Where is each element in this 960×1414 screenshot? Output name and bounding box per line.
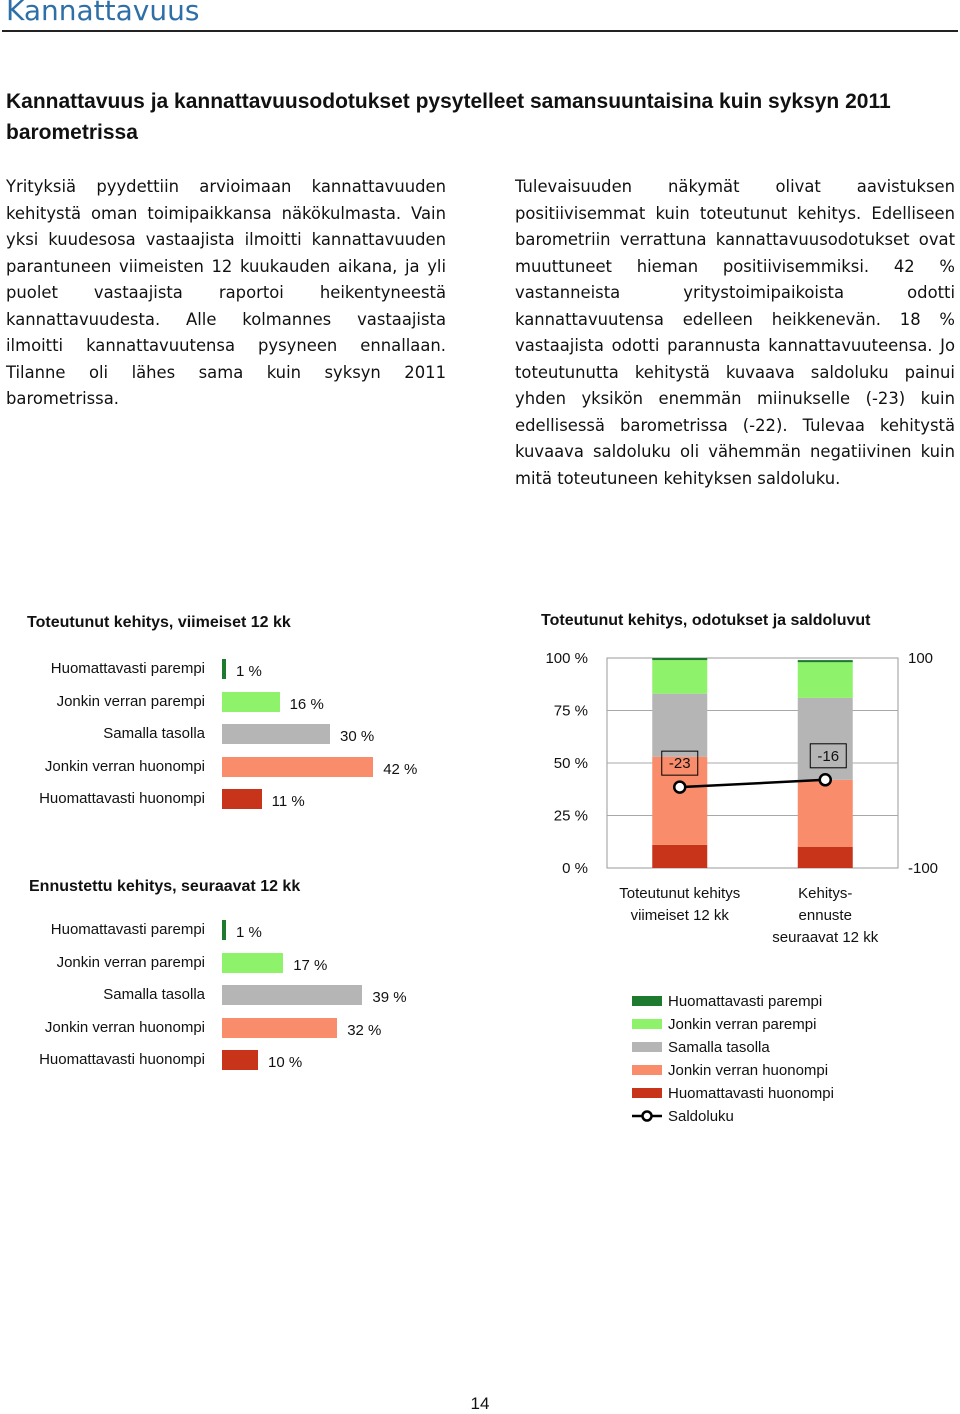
bar-value-label: 39 % [372, 989, 407, 1006]
x-category-label: Kehitys- [798, 885, 853, 902]
legend-item-jonkin-verran-parempi [632, 1013, 834, 1036]
bar-label-jonkin-verran-parempi: Jonkin verran parempi [56, 953, 205, 971]
stacked-segment-jonkin-verran-parempi [798, 662, 853, 698]
bar-label-huomattavasti-parempi: Huomattavasti parempi [50, 660, 205, 677]
y-tick-label: 100 % [545, 650, 588, 667]
legend-label: Jonkin verran parempi [668, 1016, 817, 1033]
bar-value-label: 16 % [289, 695, 324, 713]
chart-legend [632, 990, 834, 1128]
stacked-segment-huomattavasti-parempi [652, 658, 707, 660]
bar-label-huomattavasti-huonompi: Huomattavasti huonompi [39, 1051, 205, 1068]
x-category-label: Toteutunut kehitys [619, 885, 741, 902]
legend-swatch [632, 1019, 662, 1029]
y-tick-label: 50 % [553, 755, 588, 772]
x-category-label: viimeiset 12 kk [630, 907, 729, 924]
x-category-label: ennuste [798, 907, 852, 924]
stacked-segment-huomattavasti-huonompi [798, 847, 853, 868]
bar-label-samalla-tasolla: Samalla tasolla [103, 986, 205, 1003]
bar-label-samalla-tasolla: Samalla tasolla [103, 725, 205, 742]
stacked-segment-jonkin-verran-huonompi [798, 780, 853, 847]
legend-item-huomattavasti-parempi [632, 990, 834, 1013]
bar-value-label: 11 % [271, 793, 305, 810]
bar-label-jonkin-verran-parempi: Jonkin verran parempi [56, 692, 205, 710]
title-rule [2, 30, 958, 32]
saldoluku-data-label: -23 [668, 755, 691, 773]
stacked-segment-huomattavasti-huonompi [652, 845, 707, 868]
bar-huomattavasti-huonompi [222, 1050, 258, 1070]
legend-swatch [632, 1065, 662, 1075]
chart-title-forecast: Ennustettu kehitys, seuraavat 12 kk [29, 878, 301, 895]
y-tick-label: 75 % [553, 702, 588, 720]
legend-label: Huomattavasti parempi [668, 993, 823, 1010]
bar-value-label: 17 % [293, 956, 328, 974]
y-tick-label: 0 % [562, 860, 588, 877]
legend-item-samalla-tasolla [632, 1036, 834, 1059]
bar-value-label: 30 % [340, 728, 375, 745]
chart-title-stacked: Toteutunut kehitys, odotukset ja saldoluvut [541, 612, 871, 629]
y-tick-label: 25 % [553, 807, 588, 825]
saldoluku-point [820, 774, 831, 785]
bar-jonkin-verran-huonompi [222, 1018, 337, 1038]
page-number: 14 [470, 1394, 490, 1413]
legend-line-swatch [632, 1110, 662, 1122]
page-headline: Kannattavuus ja kannattavuusodotukset pysytelleet samansuuntaisina kuin syksyn 2011 barometrissa [6, 90, 891, 144]
bar-label-jonkin-verran-huonompi: Jonkin verran huonompi [44, 1018, 205, 1036]
bar-jonkin-verran-parempi [222, 953, 283, 973]
y2-tick-label: 100 [908, 650, 934, 667]
bar-huomattavasti-parempi [222, 659, 226, 679]
legend-swatch [632, 996, 662, 1006]
bar-jonkin-verran-huonompi [222, 757, 373, 777]
bar-label-huomattavasti-huonompi: Huomattavasti huonompi [39, 790, 205, 807]
y2-tick-label: -100 [908, 860, 939, 877]
bar-value-label: 1 % [236, 924, 262, 941]
legend-swatch [632, 1088, 662, 1098]
legend-swatch [632, 1042, 662, 1052]
bar-huomattavasti-parempi [222, 920, 226, 940]
stacked-segment-jonkin-verran-parempi [652, 660, 707, 694]
bar-label-huomattavasti-parempi: Huomattavasti parempi [50, 921, 205, 938]
section-title: Kannattavuus [6, 0, 200, 27]
bar-samalla-tasolla [222, 985, 362, 1005]
bar-value-label: 32 % [347, 1021, 382, 1039]
chart-title-actual: Toteutunut kehitys, viimeiset 12 kk [27, 614, 291, 631]
stacked-balance-chart [530, 640, 960, 960]
legend-item-huomattavasti-huonompi [632, 1082, 834, 1105]
bar-value-label: 42 % [383, 760, 418, 778]
legend-label: Jonkin verran huonompi [668, 1062, 829, 1079]
stacked-segment-huomattavasti-parempi [798, 660, 853, 662]
left-paragraph: Yrityksiä pyydettiin arvioimaan kannattavuuden kehitystä oman toimipaikkansa näkökulmasta. Vain yksi kuudesosa vastaajista ilmoitti kannattavuuden parantuneen viimeisten 12 kuukauden aikana, ja yli puolet vastaajista raportoi heikentyneestä kannattavuudesta. Alle kolmannes vastaajista ilmoitti kannattavuutensa pysyneen ennallaan. Tilanne oli lähes sama kuin syksyn 2011 barometrissa. [6, 177, 446, 408]
bar-label-jonkin-verran-huonompi: Jonkin verran huonompi [44, 757, 205, 775]
x-category-label: seuraavat 12 kk [772, 929, 879, 946]
legend-label: Samalla tasolla [668, 1039, 770, 1056]
legend-item-saldoluku [632, 1105, 834, 1128]
bar-jonkin-verran-parempi [222, 692, 280, 712]
saldoluku-data-label: -16 [817, 747, 840, 765]
bar-samalla-tasolla [222, 724, 330, 744]
legend-item-jonkin-verran-huonompi [632, 1059, 834, 1082]
saldoluku-point [674, 782, 685, 793]
legend-label: Saldoluku [668, 1108, 734, 1125]
bar-value-label: 1 % [236, 663, 262, 680]
bar-value-label: 10 % [268, 1054, 303, 1071]
legend-label: Huomattavasti huonompi [668, 1085, 834, 1102]
stacked-segment-samalla-tasolla [652, 694, 707, 757]
bar-huomattavasti-huonompi [222, 789, 262, 809]
right-paragraph: Tulevaisuuden näkymät olivat aavistuksen positiivisemmat kuin toteutunut kehitys. Edelliseen barometriin verrattuna kannattavuusodotukset ovat muuttuneet hieman positiivisemmiksi. 42 % vastanneista yritystoimipaikoista odotti kannattavuutensa edelleen heikkenevän. 18 % vastaajista odotti parannusta kannattavuuteensa. Jo toteutunutta kehitystä kuvaava saldoluku painui yhden yksikön enemmän miinukselle (-23) kuin edellisessä barometrissa (-22). Tulevaa kehitystä kuvaava saldoluku oli vähemmän negatiivinen kuin mitä toteutuneen kehityksen saldoluku. [515, 177, 955, 488]
